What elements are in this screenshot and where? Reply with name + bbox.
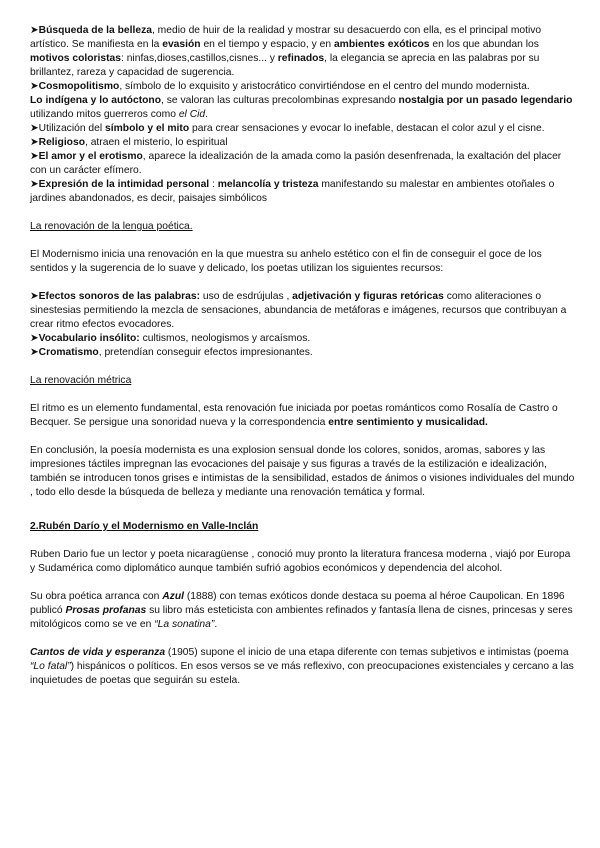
section-title-metrica: La renovación métrica	[30, 375, 132, 386]
arrow-bullet-icon: ➤	[30, 291, 39, 302]
arrow-bullet-icon: ➤	[30, 137, 39, 148]
dario-paragraph-2: Su obra poética arranca con Azul (1888) con temas exóticos donde destaca su poema al héroe Caupolican. En 1896 publicó Prosas profanas su libro más esteticista con ambientes refinados y fantasía llena de cisnes, princesas y seres mitológicos como se ve en “La sonatina”.	[30, 591, 573, 630]
arrow-bullet-icon: ➤	[30, 123, 39, 134]
term: Búsqueda de la belleza	[38, 25, 152, 36]
arrow-bullet-icon: ➤	[30, 347, 39, 358]
bullet-cosmopolitismo: ➤Cosmopolitismo, símbolo de lo exquisito y aristocrático convirtiéndose en el centro del mundo modernista.	[30, 81, 530, 92]
dario-paragraph-1: Ruben Dario fue un lector y poeta nicaragüense , conoció muy pronto la literatura francesa moderna , viajó por Europa y Sudamérica como diplomático aunque también sufrió agobios económicos y dependencia del alcohol.	[30, 549, 571, 574]
arrow-bullet-icon: ➤	[30, 81, 39, 92]
bullet-busqueda-belleza: ➤Búsqueda de la belleza, medio de huir de la realidad y mostrar su desacuerdo con ella, es el principal motivo artístico. Se manifiesta en la evasión en el tiempo y espacio, y en ambientes exóticos en los que abundan los motivos coloristas: ninfas,dioses,castillos,cisnes... y refinados, la elegancia se aprecia en las palabras por su brillantez, rareza y capacidad de sugerencia.	[30, 25, 542, 78]
arrow-bullet-icon: ➤	[30, 179, 39, 190]
bullet-vocabulario: ➤Vocabulario insólito: cultismos, neologismos y arcaísmos.	[30, 333, 311, 344]
bullet-religioso: ➤Religioso, atraen el misterio, lo espiritual	[30, 137, 228, 148]
poem-title-fatal: “Lo fatal”	[30, 661, 71, 672]
bullet-simbolo-mito: ➤Utilización del símbolo y el mito para crear sensaciones y evocar lo inefable, destacan el color azul y el cisne.	[30, 123, 545, 134]
bullet-indigena: Lo indígena y lo autóctono, se valoran las culturas precolombinas expresando nostalgia por un pasado legendario utilizando mitos guerreros como el Cid.	[30, 95, 573, 120]
metrica-paragraph: El ritmo es un elemento fundamental, esta renovación fue iniciada por poetas románticos como Rosalía de Castro o Becquer. Se persigue una sonoridad nueva y la correspondencia entre sentimiento y musicalidad.	[30, 403, 558, 428]
bullet-amor-erotismo: ➤El amor y el erotismo, aparece la idealización de la amada como la pasión desenfrenada, la exaltación del placer con un carácter efímero.	[30, 151, 562, 176]
book-title-prosas: Prosas profanas	[65, 605, 147, 616]
arrow-bullet-icon: ➤	[30, 333, 39, 344]
section-title-dario: 2.Rubén Darío y el Modernismo en Valle-Inclán	[30, 521, 259, 532]
dario-paragraph-3: Cantos de vida y esperanza (1905) supone el inicio de una etapa diferente con temas subjetivos e intimistas (poema “Lo fatal”) hispánicos o políticos. En esos versos se ve más reflexivo, con preocupaciones existenciales y cercano a las inquietudes de poetas que seguirán su estela.	[30, 647, 574, 686]
conclusion-paragraph: En conclusión, la poesía modernista es una explosion sensual donde los colores, sonidos, aromas, sabores y las impresiones táctiles impregnan las evocaciones del paisaje y sus figuras a través de la estilización e idealización, también se introducen tonos grises e intimistas de la sensibilidad, estados de ánimos o visiones individuales del mundo , todo ello desde la búsqueda de belleza y mediante una renovación temática y formal.	[30, 445, 575, 498]
poem-title-sonatina: “La sonatina”	[154, 619, 215, 630]
document-page	[30, 24, 575, 688]
section-title-lengua: La renovación de la lengua poética.	[30, 221, 193, 232]
book-title-cantos: Cantos de vida y esperanza	[30, 647, 166, 658]
bullet-efectos-sonoros: ➤Efectos sonoros de las palabras: uso de esdrújulas , adjetivación y figuras retóricas como aliteraciones o sinestesias permitiendo la mezcla de sensaciones, abundancia de metáforas e imágenes, recursos que contribuyan a crear ritmo efectos evocadores.	[30, 291, 567, 330]
arrow-bullet-icon: ➤	[30, 25, 39, 36]
book-title-azul: Azul	[162, 591, 184, 602]
bullet-cromatismo: ➤Cromatismo, pretendían conseguir efectos impresionantes.	[30, 347, 313, 358]
bullet-intimidad: ➤Expresión de la intimidad personal : melancolía y tristeza manifestando su malestar en ambientes otoñales o jardines abandonados, es decir, paisajes simbólicos	[30, 179, 555, 204]
lengua-intro: El Modernismo inicia una renovación en la que muestra su anhelo estético con el fin de conseguir el goce de los sentidos y la sugerencia de lo suave y delicado, los poetas utilizan los siguientes recursos:	[30, 249, 542, 274]
arrow-bullet-icon: ➤	[30, 151, 39, 162]
